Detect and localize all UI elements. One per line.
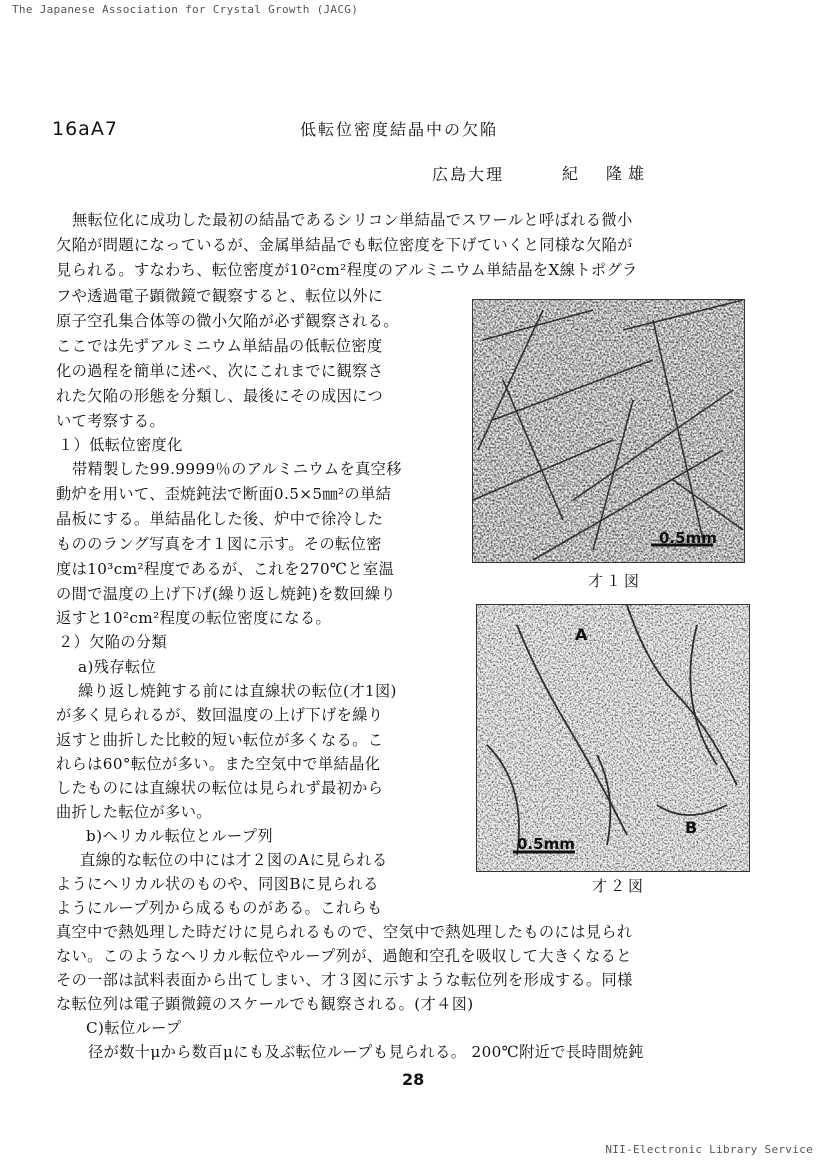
body-line: が多く見られるが、数回温度の上げ下げを繰り: [56, 706, 384, 724]
body-line: ようにヘリカル状のものや、同図Bに見られる: [56, 875, 379, 893]
library-footer: NII-Electronic Library Service: [605, 1143, 813, 1156]
body-line: 晶板にする。単結晶化した後、炉中で徐冷した: [56, 510, 384, 528]
body-line: れた欠陥の形態を分類し、最後にその成因につ: [56, 387, 384, 405]
subsection-heading: a)残存転位: [78, 658, 157, 676]
body-line: れらは60°転位が多い。また空気中で単結晶化: [56, 755, 381, 773]
journal-header: The Japanese Association for Crystal Growth (JACG): [12, 3, 359, 16]
section-heading: １）低転位密度化: [58, 436, 183, 454]
body-line: 径が数十μから数百μにも及ぶ転位ループも見られる。 200℃附近で長時間焼鈍: [88, 1043, 644, 1061]
figure-2-micrograph: [476, 604, 750, 872]
body-line: 欠陥が問題になっているが、金属単結晶でも転位密度を下げていくと同様な欠陥が: [56, 236, 633, 254]
body-line: ようにループ列から成るものがある。これらも: [56, 899, 383, 917]
body-line: 化の過程を簡単に述べ、次にこれまでに観察さ: [56, 362, 384, 380]
body-line: 動炉を用いて、歪焼鈍法で断面0.5×5㎜²の単結: [56, 485, 392, 503]
scale-label: 0.5mm: [517, 835, 575, 853]
figure-label-b: B: [685, 818, 698, 837]
body-line: 帯精製した99.9999％のアルミニウムを真空移: [72, 460, 402, 478]
subsection-heading: b)ヘリカル転位とループ列: [86, 827, 273, 845]
figure-1-micrograph: [472, 299, 745, 563]
author-affiliation: 広島大理: [432, 165, 505, 184]
body-line: 返すと曲折した比較的短い転位が多くなる。こ: [56, 731, 384, 749]
body-line: 原子空孔集合体等の微小欠陥が必ず観察される。: [56, 312, 399, 330]
body-line: もののラング写真を才１図に示す。その転位密: [56, 535, 382, 553]
scale-label: 0.5mm: [659, 529, 717, 547]
body-line: したものには直線状の転位は見られず最初から: [56, 779, 384, 797]
body-line: な転位列は電子顕微鏡のスケールでも観察される。(才４図): [56, 995, 474, 1013]
body-line: 度は10³cm²程度であるが、これを270℃と室温: [56, 560, 395, 578]
body-line: 繰り返し焼鈍する前には直線状の転位(才1図): [78, 682, 397, 700]
body-line: 無転位化に成功した最初の結晶であるシリコン単結晶でスワールと呼ばれる微小: [72, 211, 633, 229]
figure-label-a: A: [575, 625, 588, 644]
body-line: ここでは先ずアルミニウム単結晶の低転位密度: [56, 337, 383, 355]
body-line: 直線的な転位の中には才２図のAに見られる: [80, 851, 388, 869]
section-heading: ２）欠陥の分類: [58, 633, 168, 651]
figure-2-caption: 才２図: [592, 877, 647, 895]
body-line: 曲折した転位が多い。: [56, 803, 212, 821]
body-line: ない。このようなヘリカル転位やループ列が、過飽和空孔を吸収して大きくなると: [56, 947, 632, 965]
scale-bar: [513, 835, 575, 853]
body-line: の間で温度の上げ下げ(繰り返し焼鈍)を数回繰り: [56, 585, 396, 603]
author-name: 紀 隆雄: [562, 164, 651, 183]
paper-code: 16aA7: [52, 118, 118, 140]
scale-bar: [651, 529, 717, 547]
body-line: 真空中で熱処理した時だけに見られるもので、空気中で熱処理したものには見られ: [56, 923, 633, 941]
figure-1-caption: 才１図: [588, 572, 643, 590]
body-line: その一部は試料表面から出てしまい、才３図に示すような転位列を形成する。同様: [56, 971, 633, 989]
subsection-heading: C)転位ループ: [86, 1019, 182, 1037]
paper-title: 低転位密度結晶中の欠陥: [300, 120, 499, 139]
body-line: いて考察する。: [56, 412, 166, 430]
body-line: フや透過電子顕微鏡で観察すると、転位以外に: [56, 287, 384, 305]
page-number: 28: [402, 1070, 425, 1089]
body-line: 見られる。すなわち、転位密度が10²cm²程度のアルミニウム単結晶をX線トポグラ: [56, 261, 638, 279]
body-line: 返すと10²cm²程度の転位密度になる。: [56, 609, 332, 627]
